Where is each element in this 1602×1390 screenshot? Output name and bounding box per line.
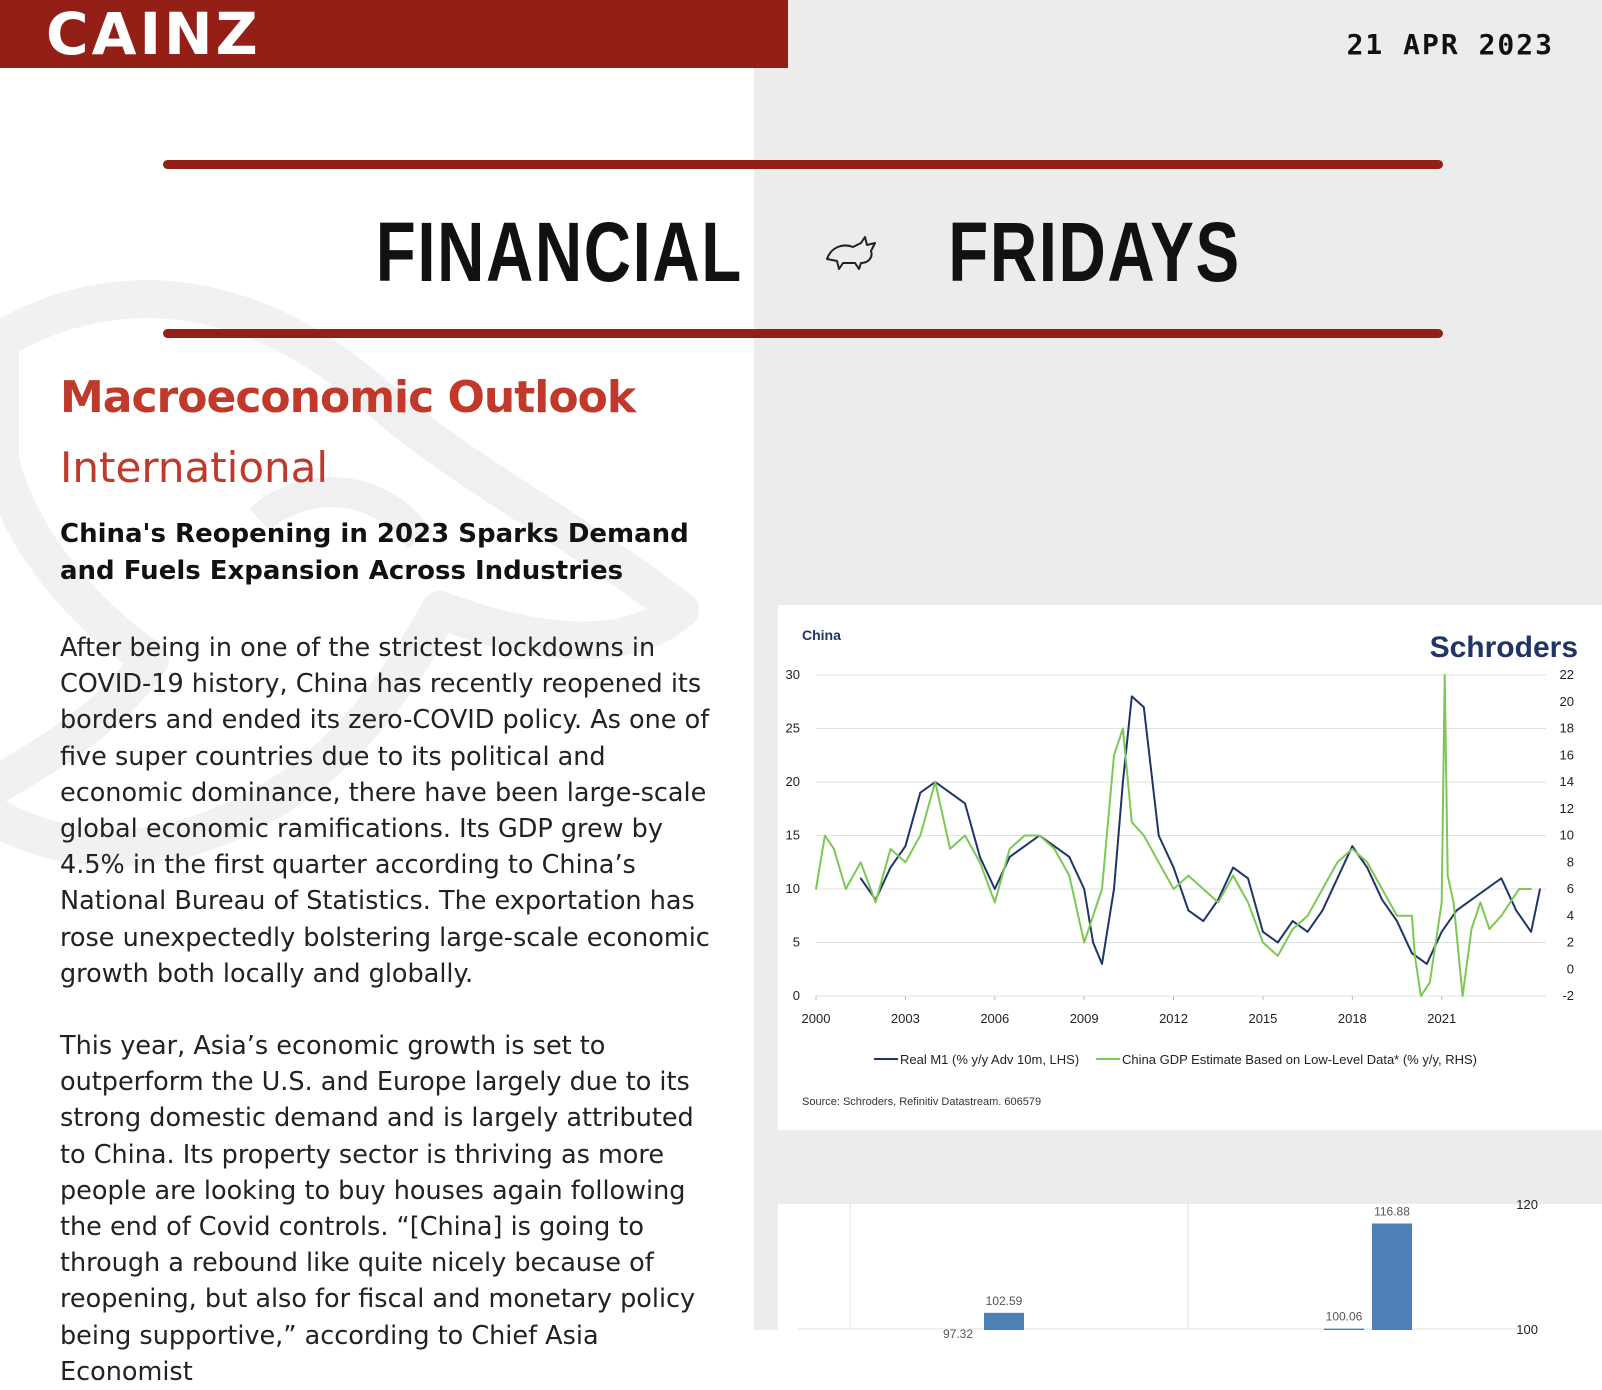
left-tick-label: 15 — [785, 827, 800, 843]
series-point — [1509, 902, 1511, 904]
series-point — [1489, 928, 1491, 930]
series-point — [1083, 888, 1085, 890]
series-point — [1471, 899, 1473, 901]
series-point — [1411, 952, 1413, 954]
masthead — [163, 204, 1443, 301]
series-point — [1247, 902, 1249, 904]
series-point — [1352, 845, 1354, 847]
section-title: Macroeconomic Outlook — [60, 372, 636, 423]
right-tick-label: 22 — [1559, 667, 1574, 682]
series-point — [1113, 888, 1115, 890]
series-point — [1381, 888, 1383, 890]
x-tick-label: 2018 — [1337, 1011, 1367, 1026]
bar-chart — [778, 1197, 1602, 1341]
series-point — [1232, 875, 1234, 877]
article-headline: China's Reopening in 2023 Sparks Demand and Fuels Expansion Across Industries — [60, 519, 689, 586]
series-point — [1447, 875, 1449, 877]
series-point — [994, 888, 996, 890]
right-tick-label: 0 — [1566, 961, 1574, 977]
series-point — [1396, 920, 1398, 922]
series-point — [1530, 931, 1532, 933]
series-point — [1247, 878, 1249, 880]
series-point — [1101, 888, 1103, 890]
series-point — [860, 862, 862, 864]
series-point — [905, 845, 907, 847]
series-point — [1471, 928, 1473, 930]
right-tick-label: 8 — [1566, 854, 1574, 870]
series-point — [920, 835, 922, 837]
series-point — [1292, 928, 1294, 930]
left-tick-label: 30 — [785, 667, 800, 682]
line-chart — [778, 605, 1602, 1130]
series-point — [1381, 899, 1383, 901]
series-point — [1307, 931, 1309, 933]
right-tick-label: 2 — [1566, 934, 1574, 950]
series-point — [1414, 955, 1416, 957]
series-point — [1131, 696, 1133, 698]
legend-entry: Real M1 (% y/y Adv 10m, LHS) — [900, 1052, 1080, 1067]
x-tick-label: 2000 — [801, 1011, 831, 1026]
series-point — [1069, 875, 1071, 877]
series-point — [1158, 862, 1160, 864]
chart-source: Source: Schroders, Refinitiv Datastream. 606579 — [802, 1096, 1042, 1108]
series-point — [934, 781, 936, 783]
series-point — [1101, 963, 1103, 965]
series-point — [1009, 848, 1011, 850]
series-point — [1173, 867, 1175, 869]
series-point — [1337, 862, 1339, 864]
left-tick-label: 5 — [792, 934, 800, 950]
series-point — [1113, 755, 1115, 757]
series-point — [1262, 942, 1264, 944]
series-point — [1441, 902, 1443, 904]
series-point — [890, 867, 892, 869]
series-point — [1188, 910, 1190, 912]
x-tick-label: 2015 — [1248, 1011, 1278, 1026]
series-point — [1515, 910, 1517, 912]
series-point — [890, 848, 892, 850]
brand-logo: CAINZ — [46, 0, 261, 68]
series-point — [1441, 931, 1443, 933]
line-chart-card — [778, 605, 1602, 1130]
x-tick-label: 2006 — [980, 1011, 1010, 1026]
series-point — [1173, 888, 1175, 890]
series-point — [1203, 920, 1205, 922]
series-point — [1188, 875, 1190, 877]
series-point — [1092, 915, 1094, 917]
bar-value-label: 116.88 — [1374, 1204, 1410, 1219]
series-point — [979, 862, 981, 864]
series-point — [845, 888, 847, 890]
series-point — [1069, 856, 1071, 858]
masthead-word-right: FRIDAYS — [948, 205, 1241, 299]
series-point — [1530, 888, 1532, 890]
series-point — [1143, 706, 1145, 708]
series-point — [1429, 982, 1431, 984]
series-point — [1307, 915, 1309, 917]
series-point — [1396, 915, 1398, 917]
right-tick-label: 120 — [1516, 1197, 1538, 1212]
series-point — [1453, 902, 1455, 904]
series-point — [1444, 674, 1446, 676]
series-point — [1366, 862, 1368, 864]
series-point — [1024, 835, 1026, 837]
series-point — [1426, 963, 1428, 965]
series-point — [1277, 955, 1279, 957]
series-point — [1262, 931, 1264, 933]
series-point — [815, 888, 817, 890]
series-point — [949, 848, 951, 850]
series-point — [1143, 835, 1145, 837]
series-point — [994, 902, 996, 904]
right-tick-label: 16 — [1559, 747, 1574, 763]
series-point — [1518, 888, 1520, 890]
masthead-rule-top — [163, 160, 1443, 169]
series-point — [1024, 845, 1026, 847]
right-tick-label: 12 — [1559, 800, 1574, 816]
series-point — [964, 803, 966, 805]
series-point — [1054, 848, 1056, 850]
series-point — [1203, 888, 1205, 890]
series-point — [949, 792, 951, 794]
series-point — [1131, 821, 1133, 823]
bar-value-label: 100.06 — [1325, 1309, 1363, 1324]
series-point — [833, 848, 835, 850]
left-tick-label: 0 — [792, 988, 800, 1003]
brand-bar — [0, 0, 788, 68]
series-point — [1322, 888, 1324, 890]
series-point — [1292, 920, 1294, 922]
series-point — [1217, 902, 1219, 904]
series-point — [1122, 781, 1124, 783]
chart-brand: Schroders — [1429, 631, 1578, 664]
x-tick-label: 2021 — [1427, 1011, 1457, 1026]
bar — [984, 1313, 1024, 1330]
bull-icon — [821, 233, 881, 273]
section-subtitle: International — [60, 443, 329, 492]
series-point — [1277, 942, 1279, 944]
bar-chart-card — [778, 1197, 1602, 1341]
series-point — [1158, 835, 1160, 837]
left-tick-label: 25 — [785, 720, 800, 736]
series-point — [1456, 910, 1458, 912]
series-point — [1039, 835, 1041, 837]
masthead-rule-bottom — [163, 329, 1443, 338]
series-point — [1366, 867, 1368, 869]
legend-entry: China GDP Estimate Based on Low-Level Data* (% y/y, RHS) — [1122, 1052, 1477, 1067]
series-point — [875, 902, 877, 904]
right-tick-label: 4 — [1566, 907, 1574, 923]
series-point — [1009, 856, 1011, 858]
series-point — [1480, 902, 1482, 904]
series-point — [1232, 867, 1234, 869]
series-point — [1501, 878, 1503, 880]
left-tick-label: 20 — [785, 774, 800, 789]
series-point — [1092, 942, 1094, 944]
series-point — [1420, 995, 1422, 997]
right-tick-label: 14 — [1559, 774, 1574, 789]
x-tick-label: 2012 — [1159, 1011, 1189, 1026]
series-point — [1486, 888, 1488, 890]
masthead-word-left: FINANCIAL — [375, 205, 744, 299]
x-tick-label: 2009 — [1069, 1011, 1099, 1026]
x-tick-label: 2003 — [890, 1011, 920, 1026]
series-point — [860, 878, 862, 880]
bar — [1324, 1329, 1364, 1330]
bar — [1372, 1224, 1412, 1331]
right-tick-label: -2 — [1562, 988, 1574, 1003]
series-point — [1083, 942, 1085, 944]
article — [60, 372, 720, 1390]
chart-title: China — [802, 627, 841, 643]
series-point — [920, 792, 922, 794]
series-point — [905, 862, 907, 864]
bar-value-label: 97.32 — [942, 1326, 974, 1341]
series-point — [1462, 995, 1464, 997]
article-paragraph: This year, Asia’s economic growth is set to outperform the U.S. and Europe largely due to its strong domestic demand and is largely attributed to China. Its property sector is thriving as more people are looking to buy houses again following the end of Covid controls. “[China] is going to through a rebound like quite nicely because of reopening, but also for fiscal and monetary policy being supportive,” according to Chief Asia Economist — [60, 1031, 696, 1387]
series-point — [1539, 888, 1541, 890]
series-point — [1122, 728, 1124, 730]
bar-value-label: 102.59 — [985, 1293, 1023, 1308]
series-point — [1352, 848, 1354, 850]
series-point — [1411, 915, 1413, 917]
right-tick-label: 20 — [1559, 693, 1574, 709]
series-point — [964, 835, 966, 837]
series-point — [1501, 915, 1503, 917]
series-point — [824, 835, 826, 837]
article-paragraph: After being in one of the strictest lockdowns in COVID-19 history, China has recently reopened its borders and ended its zero-COVID policy. As one of five super countries due to its political and economic dominance, there have been large-scale global economic ramifications. Its GDP grew by 4.5% in the first quarter according to China’s National Bureau of Statistics. The exportation has rose unexpectedly bolstering large-scale economic growth both locally and globally. — [60, 633, 710, 989]
issue-date: 21 APR 2023 — [1346, 28, 1554, 61]
series-point — [1322, 910, 1324, 912]
right-tick-label: 100 — [1516, 1322, 1538, 1337]
right-tick-label: 18 — [1559, 720, 1574, 736]
right-tick-label: 6 — [1566, 881, 1574, 896]
left-tick-label: 10 — [785, 881, 800, 896]
series-point — [979, 856, 981, 858]
right-tick-label: 10 — [1559, 827, 1574, 843]
series-point — [1337, 878, 1339, 880]
series-point — [1054, 845, 1056, 847]
